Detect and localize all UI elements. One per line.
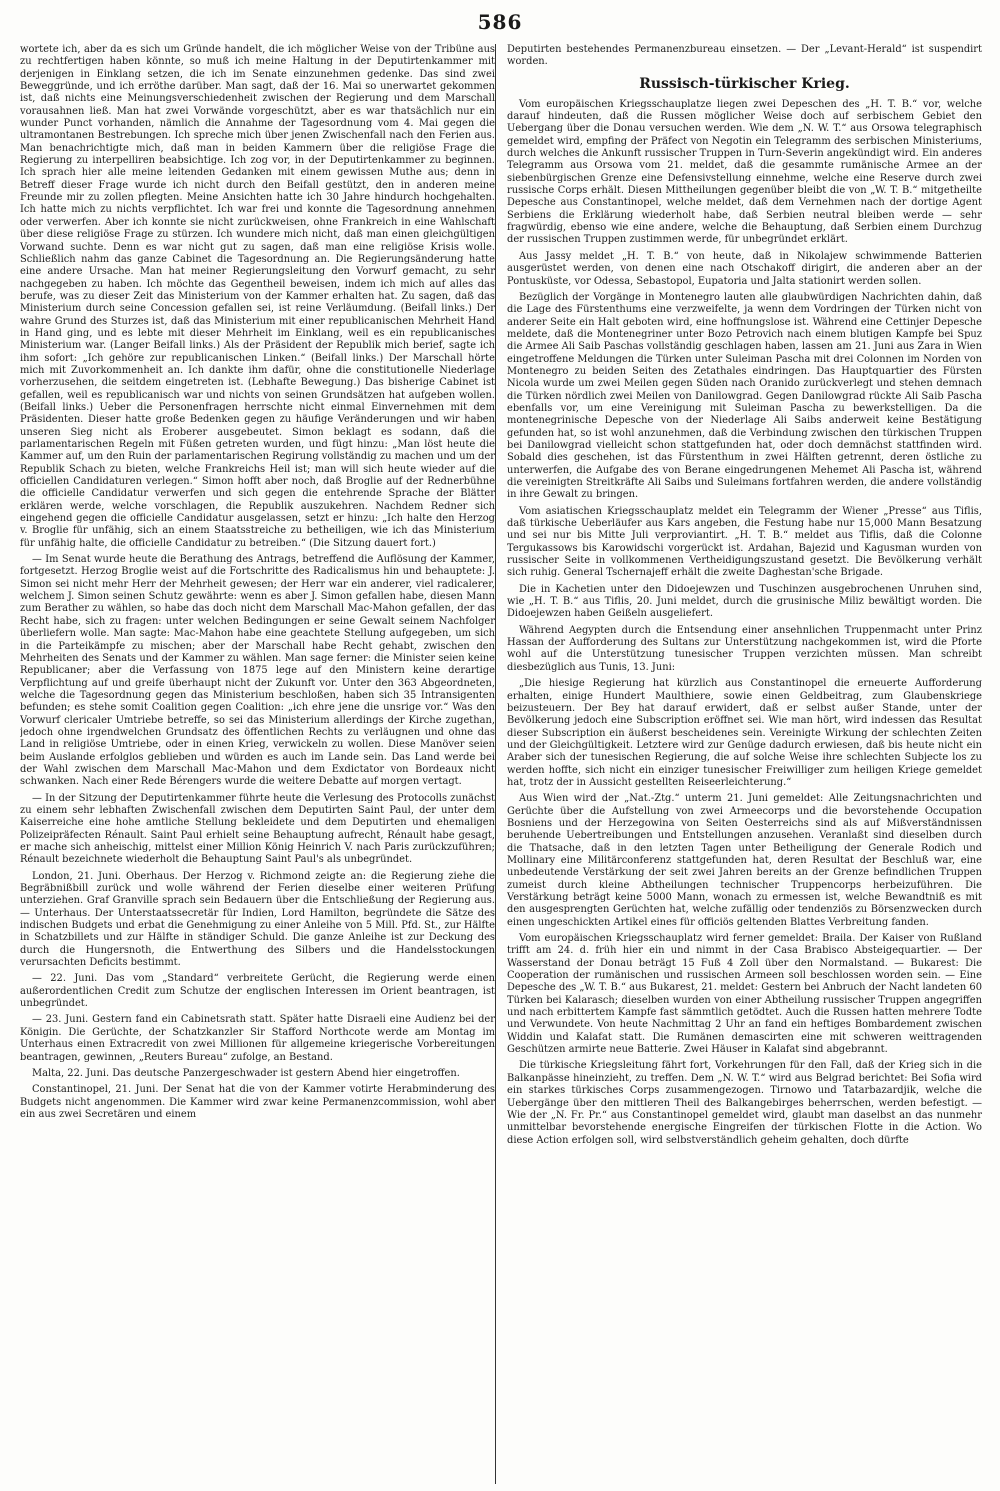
article-paragraph: — In der Sitzung der Deputirtenkammer führte heute die Verlesung des Protocolls zunächst zu einem sehr lebhaften Zwischenfall zwischen dem Deputirten Saint Paul, der unter dem Kaiserreiche eine hohe amtliche Stellung bekleidete und dem Deputirten und ehemaligen Polizeipräfecten Rénault. Saint Paul erhielt seine Behauptung aufrecht, Rénault habe gesagt, er mache sich anheischig, mittelst einer Million König Heinrich V. nach Paris zurückzuführen; Rénault bezeichnete wiederholt die Behauptung Saint Paul's als unbegründet. xyxy=(20,792,495,866)
article-paragraph: Vom europäischen Kriegsschauplatze liegen zwei Depeschen des „H. T. B.“ vor, welche darauf hindeuten, daß die Russen möglicher Weise doch auf serbischem Gebiet den Uebergang über die Donau versuchen werden. Wie dem „N. W. T.“ aus Orsowa telegraphisch gemeldet wird, empfing der Präfect von Negotin ein Telegramm des serbischen Ministeriums, durch welches die Ankunft russischer Truppen in Turn-Severin angekündigt wird. Ein anderes Telegramm aus Orsowa vom 21. meldet, daß die gesammte rumänische Armee an der siebenbürgischen Grenze eine Defensivstellung einnehme, welche eine Reserve durch zwei russische Corps erhält. Diesen Mittheilungen gegenüber bleibt die von „W. T. B.“ mitgetheilte Depesche aus Constantinopel, welche meldet, daß dem Vernehmen nach der dortige Agent Serbiens die Erklärung wiederholt habe, daß Serbien neutral bleiben werde — sehr fragwürdig, ebenso wie eine andere, welche die Behauptung, daß Serbien einem Durchzug der russischen Truppen zustimmen werde, für unbegründet erklärt. xyxy=(507,98,982,246)
article-paragraph: Aus Jassy meldet „H. T. B.“ von heute, daß in Nikolajew schwimmende Batterien ausgerüstet werden, von denen eine nach Otschakoff dirigirt, die anderen aber an der Pontusküste, vor Odessa, Sebastopol, Eupatoria und Jalta stationirt werden sollen. xyxy=(507,250,982,287)
article-paragraph: Die türkische Kriegsleitung fährt fort, Vorkehrungen für den Fall, daß der Krieg sich in die Balkanpässe hineinzieht, zu treffen. Dem „N. W. T.“ wird aus Belgrad berichtet: Bei Sofia wird ein starkes türkisches Corps zusammengezogen. Tirnowo und Tatarbazardjik, welche die Uebergänge über den mittleren Theil des Balkangebirges beherrschen, werden befestigt. — Wie der „N. Fr. Pr.“ aus Constantinopel gemeldet wird, glaubt man daselbst an das nunmehr unmittelbar bevorstehende energische Eingreifen der türkischen Flotte in die Action. Wo diese Action erfolgen soll, wird selbstverständlich geheim gehalten, doch dürfte xyxy=(507,1060,982,1146)
article-paragraph: Constantinopel, 21. Juni. Der Senat hat die von der Kammer votirte Herabminderung des Budgets nicht angenommen. Die Kammer wird zwar keine Permanenzcommission, wohl aber ein aus zwei Secretären und einem xyxy=(20,1084,495,1120)
article-paragraph: Bezüglich der Vorgänge in Montenegro lauten alle glaubwürdigen Nachrichten dahin, daß die Lage des Fürstenthums eine verzweifelte, ja wenn dem Vordringen der Türken nicht von anderer Seite ein Halt geboten wird, eine hoffnungslose ist. Während eine Cettinjer Depesche meldete, daß die Montenegriner unter Bozo Petrovich nach einem blutigen Kampfe bei Spuz die Armee Ali Saib Paschas vollständig geschlagen haben, lassen am 21. Juni aus Zara in Wien eingetroffene Meldungen die Türken unter Suleiman Pascha mit drei Colonnen im Norden von Montenegro zu beiden Seiten des Zetathales eindringen. Das Hauptquartier des Fürsten Nicola wurde um zwei Meilen gegen Süden nach Oranido zurückverlegt und stehen demnach die Türken nördlich zwei Meilen von Danilowgrad. Gegen Danilowgrad rückte Ali Saib Pascha ebenfalls vor, um eine Vereinigung mit Suleiman Pascha zu bewerkstelligen. Da die montenegrinische Depesche von der Niederlage Ali Saibs anderweit keine Bestätigung gefunden hat, so ist wohl anzunehmen, daß die Verbindung zwischen den türkischen Truppen bei Danilowgrad vielleicht schon stattgefunden hat, oder doch demnächst stattfinden wird. Sobald dies geschehen, ist das Fürstenthum in zwei Hälften getrennt, deren östliche zu unterwerfen, die Aufgabe des von Berane eingedrungenen Mehemet Ali Pascha ist, während die vereinigten Streitkräfte Ali Saibs und Suleimans fortfahren werden, die andere vollständig in ihre Gewalt zu bringen. xyxy=(507,291,982,501)
page-number: 586 xyxy=(477,10,523,34)
article-paragraph: Vom asiatischen Kriegsschauplatz meldet ein Telegramm der Wiener „Presse“ aus Tiflis, daß türkische Ueberläufer aus Kars angeben, die Festung habe nur 15,000 Mann Besatzung und sei nur bis Mitte Juli verproviantirt. „H. T. B.“ meldet aus Tiflis, daß die Colonne Tergukassows bis Karowidschi vorgerückt ist. Ardahan, Bajezid und Kagusman wurden von russischer Seite in vollkommenen Vertheidigungszustand gesetzt. Die Bevölkerung verhält sich ruhig. General Tschernajeff erhält die zweite Daghestan'sche Brigade. xyxy=(507,505,982,579)
article-paragraph: Während Aegypten durch die Entsendung einer ansehnlichen Truppenmacht unter Prinz Hassan der Aufforderung des Sultans zur Unterstützung nachgekommen ist, wird die Pforte wohl auf die Unterstützung tunesischer Truppen verzichten müssen. Man schreibt diesbezüglich aus Tunis, 13. Juni: xyxy=(507,624,982,673)
article-paragraph: Malta, 22. Juni. Das deutsche Panzergeschwader ist gestern Abend hier eingetroffen. xyxy=(32,1067,460,1079)
article-paragraph: — 23. Juni. Gestern fand ein Cabinetsrath statt. Später hatte Disraeli eine Audienz bei der Königin. Die Gerüchte, der Schatzkanzler Sir Stafford Northcote werde am Montag im Unterhaus einen Extracredit von zwei Millionen für allgemeine kriegerische Vorbereitungen beantragen, gewinnen, „Reuters Bureau“ zufolge, an Bestand. xyxy=(20,1014,495,1063)
article-paragraph: London, 21. Juni. Oberhaus. Der Herzog v. Richmond zeigte an: die Regierung ziehe die Begräbnißbill zurück und wolle während der Ferien dieselbe einer weiteren Prüfung unterziehen. Graf Granville sprach sein Bedauern über die Entschließung der Regierung aus. — Unterhaus. Der Unterstaatssecretär für Indien, Lord Hamilton, begründete die Sätze des indischen Budgets und erbat die Genehmigung zu einer Anleihe von 5 Mill. Pfd. St., zur Hälfte in Schatzbillets und zur Hälfte in ständiger Schuld. Die ganze Anleihe ist zur Deckung des durch die Hungersnoth, die Entwerthung des Silbers und die Handelsstockungen verursachten Deficits bestimmt. xyxy=(20,870,495,969)
article-paragraph: Deputirten bestehendes Permanenzbureau einsetzen. — Der „Levant-Herald“ ist suspendirt worden. xyxy=(507,44,982,68)
section-heading: Russisch-türkischer Krieg. xyxy=(639,75,850,92)
article-paragraph: Aus Wien wird der „Nat.-Ztg.“ unterm 21. Juni gemeldet: Alle Zeitungsnachrichten und Gerüchte über die Aufstellung von zwei Armeecorps und die bevorstehende Occupation Bosniens und der Herzegowina von Seiten Oesterreichs sind als auf Mißverständnissen beruhende Uebertreibungen und Entstellungen anzusehen. Veranlaßt sind dieselben durch die Thatsache, daß in den letzten Tagen unter Betheiligung der Generale Rodich und Mollinary eine Militärconferenz stattgefunden hat, deren Resultat der Beschluß war, eine unbedeutende Verstärkung der seit zwei Jahren bereits an der Grenze befindlichen Truppen zumeist durch kleine Abtheilungen technischer Truppencorps herbeizuführen. Die Verstärkung beträgt keine 5000 Mann, wonach zu ermessen ist, welche Bewandtniß es mit den ausgesprengten Gerüchten hat, welche zufällig oder tendenziös zu Börsenzwecken durch einen ungeschickten Artikel eines für officiös geltenden Blattes Verbreitung fanden. xyxy=(507,793,982,928)
article-paragraph: Die in Kachetien unter den Didoejewzen und Tuschinzen ausgebrochenen Unruhen sind, wie „H. T. B.“ aus Tiflis, 20. Juni meldet, durch die grusinische Miliz bewältigt worden. Die Didoejewzen haben Geißeln ausgeliefert. xyxy=(507,583,982,620)
article-paragraph: wortete ich, aber da es sich um Gründe handelt, die ich möglicher Weise von der Tribüne aus zu rechtfertigen haben könnte, so muß ich meine Haltung in der Deputirtenkammer mit derjenigen in Einklang setzen, die ich im Senate einzunehmen gedenke. Das sind zwei Beweggründe, und ich erröthe darüber. Man sagt, daß der 16. Mai so unerwartet gekommen ist, daß nichts eine Meinungsverschiedenheit zwischen der Regierung und dem Marschall vorausahnen ließ. Man hat zwei Vorwände vorgeschützt, aber es war thatsächlich nur ein wunder Punct vorhanden, nämlich die Annahme der Tagesordnung vom 4. Mai gegen die ultramontanen Bestrebungen. Ich spreche mich über jenen Zwischenfall nach den Ferien aus. Man benachrichtigte mich, daß man in beiden Kammern über die religiöse Frage die Regierung zu interpelliren beabsichtige. Ich zog vor, in der Deputirtenkammer zu beginnen. Ich sprach hier alle meine leitenden Gedanken mit einem gewissen Muthe aus; denn in Betreff dieser Frage wurde ich nicht durch den Beifall gestützt, den in anderen meine Freunde mir zu zollen pflegten. Meine Ansichten hatte ich 30 Jahre hindurch hochgehalten. Ich hatte mich zu nichts verpflichtet. Ich war frei und konnte die Tagesordnung annehmen oder verwerfen. Aber ich konnte sie nicht zurückweisen, ohne Frankreich in eine Wahlschaft über diese religiöse Frage zu stürzen. Ich wundere mich nicht, daß man einen gleichgültigen Vorwand suchte. Denn es war nicht gut zu sagen, daß man eine religiöse Krisis wolle. Schließlich nahm das ganze Cabinet die Tagesordnung an. Die Regierungsänderung hatte eine andere Ursache. Man hat meiner Regierungsleitung den Vorwurf gemacht, zu sehr nachgegeben zu haben. Ich möchte das Gegentheil beweisen, indem ich mich auf alles das berufe, was zu dieser Zeit das Ministerium von der Kammer erhalten hat. Zu sagen, daß das Ministerium durch seine Concession gefallen sei, ist reine Verläumdung. (Beifall links.) Der wahre Grund des Sturzes ist, daß das Ministerium mit einer republicanischen Mehrheit Hand in Hand ging, und es lebte mit dieser Mehrheit im Einklang, weil es ein republicanisches Ministerium war. (Langer Beifall links.) Als der Präsident der Republik mich berief, sagte ich ihm sofort: „Ich gehöre zur republicanischen Linken.“ (Beifall links.) Der Marschall hörte mich mit Zuvorkommenheit an. Ich dankte ihm dafür, ohne die constitutionelle Niederlage vorherzusehen, die seitdem eingetreten ist. (Lebhafte Bewegung.) Das bisherige Cabinet ist gefallen, weil es republicanisch war und nichts von seinen Grundsätzen hat aufgeben wollen. (Beifall links.) Ueber die Personenfragen herrschte nicht einmal Einvernehmen mit dem Präsidenten. Dieser hatte große Bedenken gegen zu häufige Veränderungen und wir haben unseren Sieg nicht als Eroberer ausgebeutet. Simon beklagt es sodann, daß die parlamentarischen Regeln mit Füßen getreten wurden, und fügt hinzu: „Man löst heute die Kammer auf, um den Ruin der parlamentarischen Regirung vollständig zu machen und um der Republik Schach zu bieten, welche Frankreichs Heil ist; man will sich heute wieder auf die officiellen Candidaturen verlegen.“ Simon hofft aber noch, daß Broglie auf der Rednerbühne die officielle Candidatur verwerfen und sich gegen die entehrende Sprache der Blätter erklären werde, welche vorschlagen, die Republik auszukehren. Nachdem Redner sich eingehend gegen die officielle Candidatur ausgelassen, setzt er hinzu: „Ich halte den Herzog v. Broglie für unfähig, sich an einem Staatsstreiche zu betheiligen, wie ich das Ministerium für unfähig halte, die officielle Candidatur zu betreiben.“ (Die Sitzung dauert fort.) xyxy=(20,44,495,549)
article-paragraph: Vom europäischen Kriegsschauplatz wird ferner gemeldet: Braila. Der Kaiser von Rußland trifft am 24. d. früh hier ein und nimmt in der Casa Brabisco Absteigequartier. — Der Wasserstand der Donau beträgt 15 Fuß 4 Zoll über den Normalstand. — Bukarest: Die Cooperation der rumänischen und russischen Armeen soll beschlossen worden sein. — Eine Depesche des „W. T. B.“ aus Bukarest, 21. meldet: Gestern bei Anbruch der Nacht landeten 60 Türken bei Kalarasch; dieselben wurden von einer Abtheilung russischer Truppen angegriffen und nach erbittertem Kampfe fast sämmtlich getödtet. Auch die Russen hatten mehrere Todte und Verwundete. Von heute Nachmittag 2 Uhr an fand ein heftiges Bombardement zwischen Widdin und Kalafat statt. Die Rumänen demascirten eine mit schweren weittragenden Geschützen armirte neue Batterie. Zwei Häuser in Kalafat sind abgebrannt. xyxy=(507,933,982,1056)
article-paragraph: „Die hiesige Regierung hat kürzlich aus Constantinopel die erneuerte Aufforderung erhalten, einige Hundert Maulthiere, sowie einen Geldbeitrag, zum Glaubenskriege beizusteuern. Der Bey hat darauf erwidert, daß er selbst außer Stande, unter der Bevölkerung jedoch eine Subscription eröffnet sei. Wie man hört, wird indessen das Resultat dieser Subscription ein äußerst bescheidenes sein. Vereinigte Wirkung der schlechten Zeiten und der Gleichgültigkeit. Letztere wird zur Genüge dadurch erwiesen, daß bis heute nicht ein Araber sich der tunesischen Regierung, die auf solche Weise ihre schlechten Subjecte los zu werden hoffte, sich nicht ein einziger tunesischer Freiwilliger zum heiligen Kriege gemeldet hat, trotz der in Aussicht gestellten Reiseerleichterung.“ xyxy=(507,678,982,788)
right-column xyxy=(507,44,982,1484)
column-divider xyxy=(495,44,496,1484)
article-paragraph: — 22. Juni. Das vom „Standard“ verbreitete Gerücht, die Regierung werde einen außerordentlichen Credit zum Schutze der englischen Interessen im Orient beantragen, ist unbegründet. xyxy=(20,973,495,1010)
article-paragraph: — Im Senat wurde heute die Berathung des Antrags, betreffend die Auflösung der Kammer, fortgesetzt. Herzog Broglie weist auf die Fortschritte des Radicalismus hin und behauptete: J. Simon sei nicht mehr Herr der Mehrheit gewesen; der Herr war ein anderer, viel radicalerer, welchem J. Simon seinen Schutz gewährte: wenn es aber J. Simon gefallen habe, diesen Mann zum Berather zu wählen, so habe das doch nicht dem Marschall Mac-Mahon gefallen, der das Recht habe, sich zu fragen: unter welchen Bedingungen er seine Gewalt seinem Nachfolger überliefern wolle. Man sagte: Mac-Mahon habe eine geachtete Stellung aufgegeben, um sich in die Parteikämpfe zu mischen; aber der Marschall habe Recht gehabt, zwischen den Mehrheiten des Senats und der Kammer zu wählen. Man sage ferner: die Minister seien keine Republicaner; aber die Verfassung von 1875 lege auf den Ministern keine derartige Verpflichtung auf und greife überhaupt nicht der Zukunft vor. Unter den 363 Abgeordneten, welche die Tagesordnung gegen das Ministerium beschloßen, haben sich 35 Intransigenten befunden; es stehe somit Coalition gegen Coalition: „ich ehre jene die unsrige vor.“ Was den Vorwurf clericaler Umtriebe betreffe, so sei das Ministerium allerdings der Kirche zugethan, jedoch ohne irgendwelchen Grundsatz des öffentlichen Rechts zu verläugnen und ohne das Land in religiöse Umtriebe, oder in einen Krieg, verwickeln zu wollen. Diese Manöver seien beim Auslande erfolglos geblieben und würden es auch im Lande sein. Das Land werde bei der Wahl zwischen dem Marschall Mac-Mahon und dem Exdictator von Bordeaux nicht schwanken. Nach einer Rede Bérengers wurde die weitere Debatte auf morgen vertagt. xyxy=(20,554,495,788)
left-column xyxy=(20,44,495,1484)
